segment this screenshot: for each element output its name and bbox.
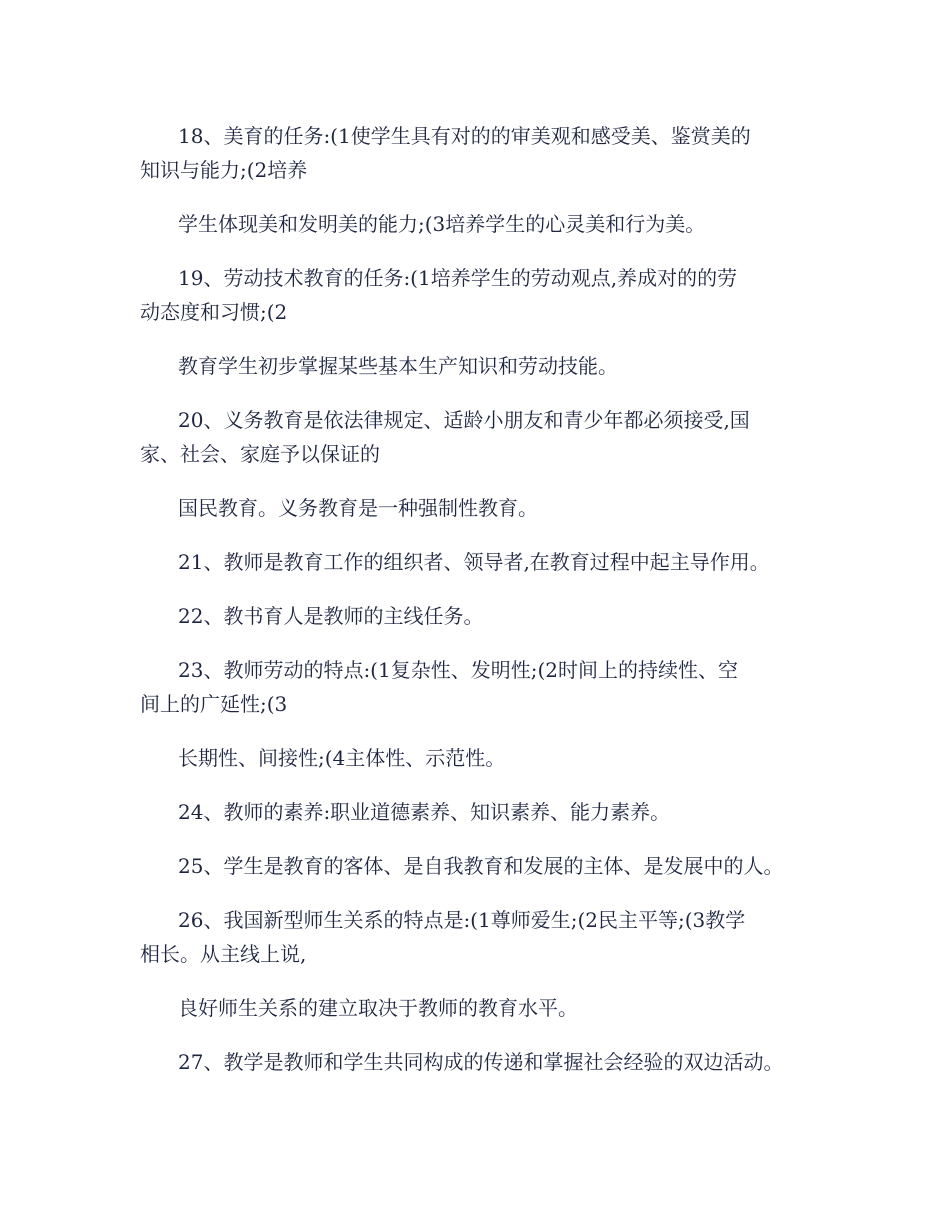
paragraph-22: 22、教书育人是教师的主线任务。 [178, 604, 484, 628]
paragraph-25: 25、学生是教育的客体、是自我教育和发展的主体、是发展中的人。 [178, 854, 784, 878]
paragraph-18-line-1: 18、美育的任务:(1使学生具有对的的审美观和感受美、鉴赏美的 [178, 124, 751, 148]
paragraph-18-continuation: 学生体现美和发明美的能力;(3培养学生的心灵美和行为美。 [178, 212, 706, 236]
paragraph-20-line-2: 家、社会、家庭予以保证的 [140, 442, 380, 466]
paragraph-26-line-1: 26、我国新型师生关系的特点是:(1尊师爱生;(2民主平等;(3教学 [178, 908, 746, 932]
paragraph-26-line-2: 相长。从主线上说, [140, 942, 307, 966]
paragraph-23-continuation: 长期性、间接性;(4主体性、示范性。 [178, 746, 506, 770]
paragraph-19-line-1: 19、劳动技术教育的任务:(1培养学生的劳动观点,养成对的的劳 [178, 266, 738, 290]
paragraph-23-line-2: 间上的广延性;(3 [140, 692, 288, 716]
paragraph-19-line-2: 动态度和习惯;(2 [140, 300, 288, 324]
paragraph-18-line-2: 知识与能力;(2培养 [140, 158, 308, 182]
paragraph-24: 24、教师的素养:职业道德素养、知识素养、能力素养。 [178, 800, 671, 824]
paragraph-21: 21、教师是教育工作的组织者、领导者,在教育过程中起主导作用。 [178, 550, 770, 574]
paragraph-26-continuation: 良好师生关系的建立取决于教师的教育水平。 [178, 996, 578, 1020]
paragraph-27: 27、教学是教师和学生共同构成的传递和掌握社会经验的双边活动。 [178, 1050, 784, 1074]
paragraph-20-line-1: 20、义务教育是依法律规定、适龄小朋友和青少年都必须接受,国 [178, 408, 750, 432]
paragraph-23-line-1: 23、教师劳动的特点:(1复杂性、发明性;(2时间上的持续性、空 [178, 658, 738, 682]
paragraph-20-continuation: 国民教育。义务教育是一种强制性教育。 [178, 496, 538, 520]
paragraph-19-continuation: 教育学生初步掌握某些基本生产知识和劳动技能。 [178, 354, 618, 378]
